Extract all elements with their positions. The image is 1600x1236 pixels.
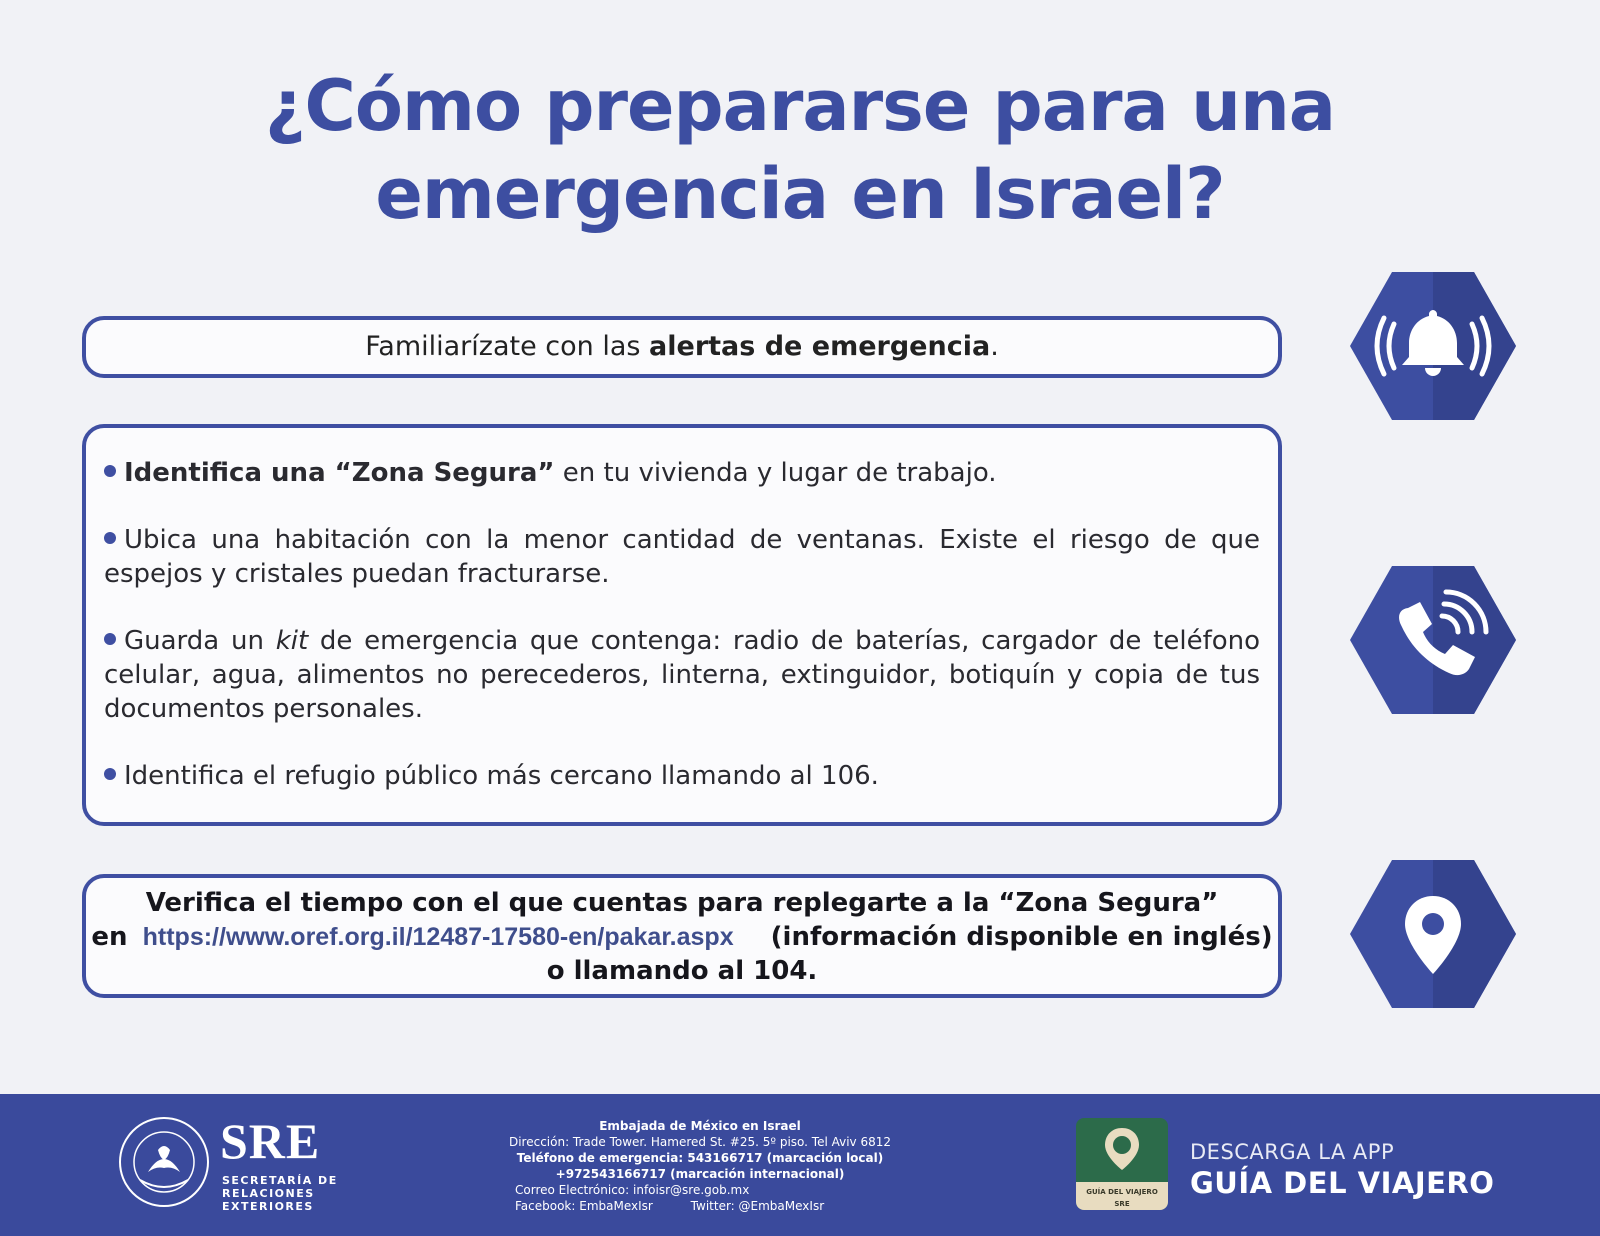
- verify-line-3: o llamando al 104.: [546, 956, 818, 986]
- download-app-label: DESCARGA LA APP: [1190, 1140, 1395, 1164]
- item3-pre: Guarda un: [124, 626, 276, 656]
- list-item: [104, 456, 1260, 490]
- verify-line-1: Verifica el tiempo con el que cuentas para replegarte a la “Zona Segura”: [145, 888, 1219, 918]
- alerts-box: [82, 316, 1282, 378]
- embassy-phone-local: Teléfono de emergencia: 543166717 (marcación local): [516, 1151, 884, 1165]
- bullet-icon: [104, 465, 116, 477]
- item4-text: Identifica el refugio público más cercano llamando al 106.: [124, 761, 879, 791]
- sre-sub-line: RELACIONES: [222, 1187, 315, 1200]
- item3-post: de emergencia que contenga: radio de baterías, cargador de teléfono celular, agua, alimentos no perecederos, linterna, extinguidor, botiquín y copia de tus documentos personales.: [104, 626, 1261, 724]
- bullet-icon: [104, 768, 116, 780]
- app-icon-sub: SRE: [1114, 1200, 1130, 1208]
- map-pin-icon: [1102, 1126, 1142, 1172]
- sre-sub-line: EXTERIORES: [222, 1200, 314, 1213]
- embassy-phone-intl: +972543166717 (marcación internacional): [555, 1167, 845, 1181]
- verify-time-box: [82, 874, 1282, 998]
- embassy-email: Correo Electrónico: infoisr@sre.gob.mx: [515, 1183, 750, 1197]
- page-title: [0, 62, 1600, 238]
- mexican-seal-icon: [118, 1116, 210, 1208]
- bullet-icon: [104, 633, 116, 645]
- app-icon-title: GUÍA DEL VIAJERO: [1086, 1188, 1158, 1196]
- verify-info: (información disponible en inglés): [770, 922, 1273, 952]
- guia-viajero-app-icon[interactable]: [1076, 1118, 1168, 1210]
- sre-subtitle: [222, 1174, 338, 1213]
- sre-logo-text: SRE: [220, 1113, 321, 1169]
- title-line-2: emergencia en Israel?: [375, 153, 1225, 235]
- list-item: [104, 759, 1260, 793]
- twitter-handle: Twitter: @EmbaMexIsr: [690, 1199, 825, 1213]
- alerts-prefix: Familiarízate con las: [365, 331, 650, 362]
- alerts-bold: alertas de emergencia: [649, 331, 991, 362]
- list-item: [104, 624, 1260, 726]
- safe-zone-box: [82, 424, 1282, 826]
- embassy-name: Embajada de México en Israel: [599, 1119, 801, 1133]
- phone-ringing-icon: [1350, 566, 1516, 714]
- location-pin-icon: [1350, 860, 1516, 1008]
- verify-line-2: [86, 920, 1278, 954]
- verify-en: en: [91, 922, 128, 952]
- oref-link[interactable]: https://www.oref.org.il/12487-17580-en/pakar.aspx: [142, 923, 734, 951]
- item3-em: kit: [275, 626, 309, 656]
- item1-bold: Identifica una “Zona Segura”: [124, 458, 555, 488]
- bell-alert-icon: [1350, 272, 1516, 420]
- facebook-handle: Facebook: EmbaMexIsr: [515, 1199, 653, 1213]
- list-item: [104, 523, 1260, 591]
- embassy-social: [460, 1198, 940, 1214]
- embassy-address: Dirección: Trade Tower. Hamered St. #25. 5º piso. Tel Aviv 6812: [508, 1135, 892, 1149]
- embassy-contact: [460, 1118, 940, 1214]
- bullet-icon: [104, 532, 116, 544]
- sre-sub-line: SECRETARÍA DE: [222, 1174, 338, 1187]
- title-line-1: ¿Cómo prepararse para una: [264, 65, 1336, 147]
- app-icon-label: [1076, 1182, 1168, 1210]
- app-name: GUÍA DEL VIAJERO: [1190, 1166, 1495, 1200]
- item1-text: en tu vivienda y lugar de trabajo.: [554, 458, 997, 488]
- alerts-suffix: .: [990, 331, 999, 362]
- footer: [0, 1094, 1600, 1236]
- item2-text: Ubica una habitación con la menor cantidad de ventanas. Existe el riesgo de que espejos y cristales puedan fracturarse.: [104, 525, 1260, 589]
